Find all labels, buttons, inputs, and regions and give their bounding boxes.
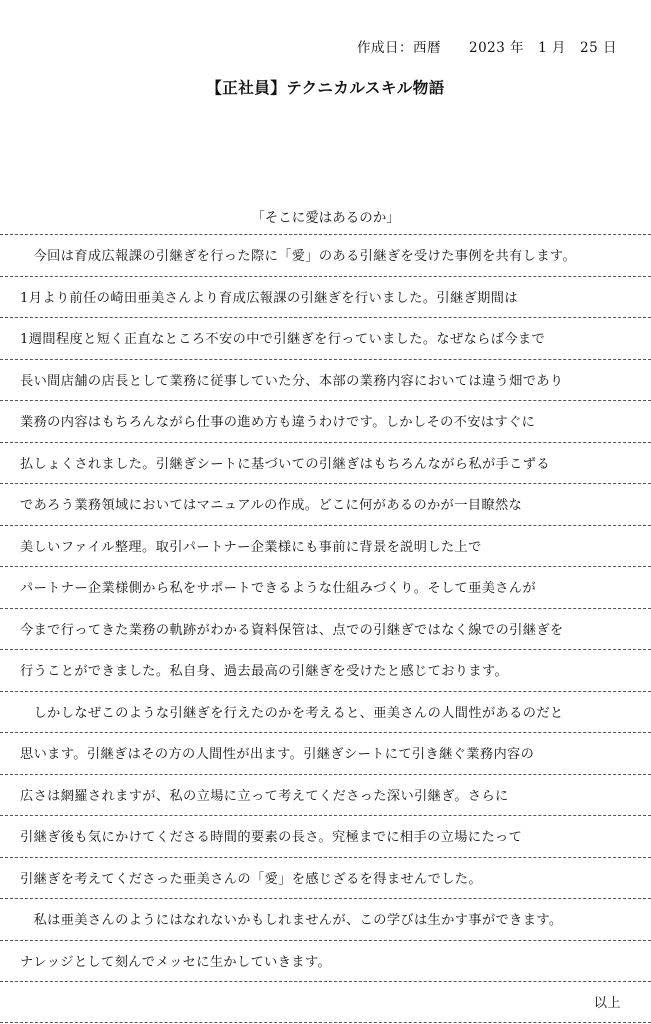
closing-text: 以上 <box>0 981 651 1023</box>
body-line: 今回は育成広報課の引継ぎを行った際に「愛」のある引継ぎを受けた事例を共有します。 <box>0 234 651 276</box>
body-line: 美しいファイル整理。取引パートナー企業様にも事前に背景を説明した上で <box>0 525 651 567</box>
body-line: 1月より前任の崎田亜美さんより育成広報課の引継ぎを行いました。引継ぎ期間は <box>0 276 651 318</box>
body-line: 業務の内容はもちろんながら仕事の進め方も違うわけです。しかしその不安はすぐに <box>0 400 651 442</box>
body-line: 思います。引継ぎはその方の人間性が出ます。引継ぎシートにて引き継ぐ業務内容の <box>0 732 651 774</box>
body-line: パートナー企業様側から私をサポートできるような仕組みづくり。そして亜美さんが <box>0 566 651 608</box>
body-line: 長い間店舗の店長として業務に従事していた分、本部の業務内容においては違う畑であり <box>0 359 651 401</box>
body-line: ナレッジとして刻んでメッセに生かしていきます。 <box>0 940 651 982</box>
creation-date: 作成日：西暦 2023 年 1 月 25 日 <box>357 40 617 56</box>
body-line: 払しょくされました。引継ぎシートに基づいての引継ぎはもちろんながら私が手こずる <box>0 442 651 484</box>
body-line: 引継ぎ後も気にかけてくださる時間的要素の長さ。究極までに相手の立場にたって <box>0 815 651 857</box>
body-line: 行うことができました。私自身、過去最高の引継ぎを受けたと感じております。 <box>0 649 651 691</box>
essay-subtitle: 「そこに愛はあるのか」 <box>251 210 400 226</box>
body-line: 引継ぎを考えてくださった亜美さんの「愛」を感じざるを得ませんでした。 <box>0 857 651 899</box>
body-line: 広さは網羅されますが、私の立場に立って考えてくださった深い引継ぎ。さらに <box>0 774 651 816</box>
body-line: 1週間程度と短く正直なところ不安の中で引継ぎを行っていました。なぜならば今まで <box>0 317 651 359</box>
document-title: 【正社員】テクニカルスキル物語 <box>206 79 445 97</box>
body-line: であろう業務領域においてはマニュアルの作成。どこに何があるのかが一目瞭然な <box>0 483 651 525</box>
essay-body <box>0 234 651 1023</box>
body-line: しかしなぜこのような引継ぎを行えたのかを考えると、亜美さんの人間性があるのだと <box>0 691 651 733</box>
body-line: 私は亜美さんのようにはなれないかもしれませんが、この学びは生かす事ができます。 <box>0 898 651 940</box>
body-line: 今まで行ってきた業務の軌跡がわかる資料保管は、点での引継ぎではなく線での引継ぎを <box>0 608 651 650</box>
